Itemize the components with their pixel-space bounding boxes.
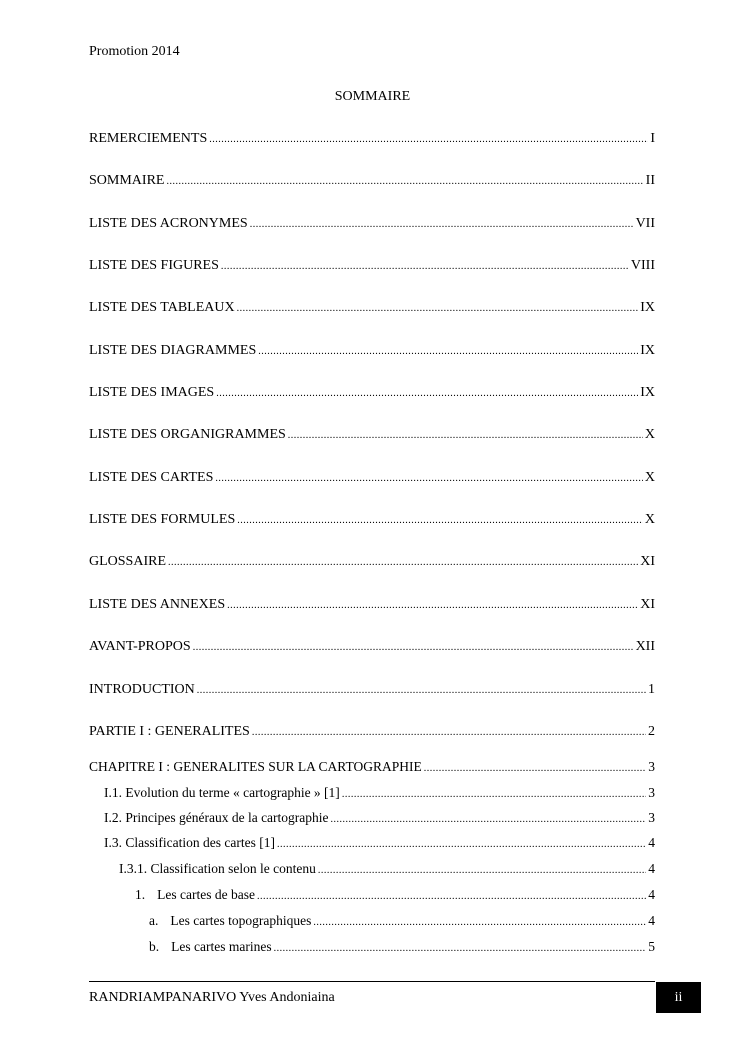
toc-entry[interactable] <box>89 511 655 529</box>
dot-leader <box>257 888 646 906</box>
dot-leader <box>221 258 629 276</box>
dot-leader <box>277 836 646 854</box>
toc-entry-label: LISTE DES ORGANIGRAMMES <box>89 427 286 442</box>
toc-entry-label: I.1. Evolution du terme « cartographie » [1] <box>104 785 340 800</box>
dot-leader <box>288 427 643 445</box>
dot-leader <box>209 131 648 149</box>
toc-entry[interactable] <box>89 299 655 317</box>
toc-entry-section[interactable] <box>104 809 655 827</box>
toc-entry-page: 4 <box>648 887 655 902</box>
dot-leader <box>424 760 647 778</box>
toc-entry-page: IX <box>640 385 655 400</box>
dot-leader <box>215 470 642 488</box>
dot-leader <box>258 343 638 361</box>
running-header: Promotion 2014 <box>89 44 180 59</box>
dot-leader <box>318 862 646 880</box>
toc-entry-page: 5 <box>648 939 655 954</box>
toc-entry-label: I.2. Principes généraux de la cartographie <box>104 810 329 825</box>
toc-entry-label: LISTE DES TABLEAUX <box>89 300 235 315</box>
dot-leader <box>252 724 646 742</box>
toc-entry-label: LISTE DES FIGURES <box>89 258 219 273</box>
toc-entry-subsection[interactable] <box>119 860 655 878</box>
page-number-badge <box>656 982 701 1013</box>
toc-entry-number: a. <box>149 913 159 928</box>
toc-entry-subitem[interactable] <box>149 912 655 930</box>
footer-divider <box>89 981 655 982</box>
toc-entry-page: 3 <box>648 810 655 825</box>
footer-author: RANDRIAMPANARIVO Yves Andoniaina <box>89 990 335 1005</box>
dot-leader <box>216 385 638 403</box>
toc-entry-page: II <box>645 173 655 188</box>
toc-entry-page: I <box>650 131 655 146</box>
toc-entry-label: LISTE DES IMAGES <box>89 385 215 400</box>
toc-entry-page: 3 <box>648 759 655 774</box>
toc-entry-label: INTRODUCTION <box>89 682 195 697</box>
toc-entry-page: 2 <box>648 724 655 739</box>
toc-entry[interactable] <box>89 257 655 275</box>
dot-leader <box>274 940 647 958</box>
dot-leader <box>250 216 634 234</box>
dot-leader <box>237 512 643 530</box>
toc-entry[interactable] <box>89 596 655 614</box>
dot-leader <box>342 786 646 804</box>
dot-leader <box>227 597 638 615</box>
toc-entry-page: 3 <box>648 785 655 800</box>
toc-entry[interactable] <box>89 215 655 233</box>
toc-entry-label: Les cartes topographiques <box>170 913 312 928</box>
toc-entry-label: LISTE DES ACRONYMES <box>89 216 248 231</box>
toc-entry-label: GLOSSAIRE <box>89 554 167 569</box>
toc-entry[interactable] <box>89 638 655 656</box>
dot-leader <box>168 554 638 572</box>
page-title: SOMMAIRE <box>334 89 411 104</box>
toc-entry-label: SOMMAIRE <box>89 173 165 188</box>
toc-entry-section[interactable] <box>104 784 655 802</box>
toc-entry-page: X <box>644 470 655 485</box>
toc-entry[interactable] <box>89 553 655 571</box>
toc-entry-page: X <box>644 512 655 527</box>
toc-entry-page: XII <box>635 639 655 654</box>
toc-entry-page: XI <box>640 554 655 569</box>
toc-entry[interactable] <box>89 172 655 190</box>
toc-entry[interactable] <box>89 723 655 741</box>
toc-entry-label: LISTE DES DIAGRAMMES <box>89 343 257 358</box>
toc-entry-label: Les cartes marines <box>171 939 272 954</box>
toc-entry-label: LISTE DES CARTES <box>89 470 214 485</box>
toc-entry[interactable] <box>89 342 655 360</box>
toc-entry-label: PARTIE I : GENERALITES <box>89 724 250 739</box>
toc-entry-number: b. <box>149 939 160 954</box>
page-number: ii <box>674 989 683 1005</box>
toc-entry-label: I.3. Classification des cartes [1] <box>104 835 275 850</box>
toc-entry-number: 1. <box>135 887 146 902</box>
dot-leader <box>313 914 646 932</box>
toc-entry[interactable] <box>89 130 655 148</box>
dot-leader <box>166 173 643 191</box>
toc-entry-item[interactable] <box>135 886 655 904</box>
toc-entry-chapter[interactable] <box>89 758 655 776</box>
toc-entry-page: X <box>644 427 655 442</box>
dot-leader <box>197 682 646 700</box>
toc-entry[interactable] <box>89 384 655 402</box>
toc-entry-label: REMERCIEMENTS <box>89 131 208 146</box>
toc-entry-subitem[interactable] <box>149 938 655 956</box>
dot-leader <box>331 811 647 829</box>
toc-entry-page: 1 <box>648 682 655 697</box>
toc-entry-page: VIII <box>630 258 655 273</box>
toc-entry-page: VII <box>635 216 655 231</box>
toc-entry-label: LISTE DES ANNEXES <box>89 597 226 612</box>
toc-entry-page: 4 <box>648 835 655 850</box>
toc-entry[interactable] <box>89 469 655 487</box>
toc-entry[interactable] <box>89 681 655 699</box>
toc-entry-label: Les cartes de base <box>157 887 255 902</box>
toc-entry-section[interactable] <box>104 834 655 852</box>
toc-entry-label: CHAPITRE I : GENERALITES SUR LA CARTOGRAPHIE <box>89 759 422 774</box>
toc-entry-page: IX <box>640 300 655 315</box>
dot-leader <box>237 300 639 318</box>
toc-entry-page: XI <box>640 597 655 612</box>
toc-entry-page: IX <box>640 343 655 358</box>
toc-entry[interactable] <box>89 426 655 444</box>
toc-entry-label: AVANT-PROPOS <box>89 639 191 654</box>
toc-entry-label: I.3.1. Classification selon le contenu <box>119 861 316 876</box>
toc-entry-page: 4 <box>648 913 655 928</box>
dot-leader <box>193 639 634 657</box>
toc-entry-page: 4 <box>648 861 655 876</box>
toc-entry-label: LISTE DES FORMULES <box>89 512 236 527</box>
